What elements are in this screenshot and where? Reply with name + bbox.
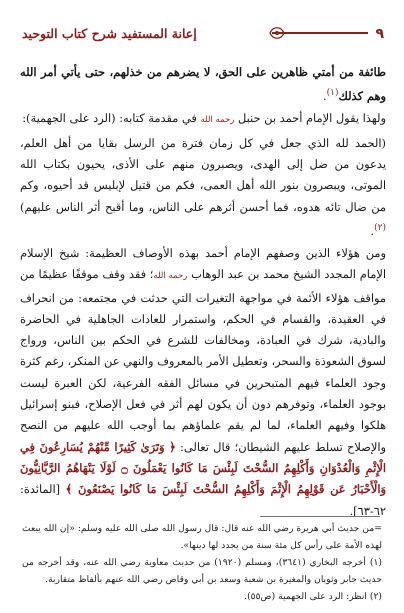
footnote-ref-2: (٢) — [374, 222, 386, 233]
paragraph-discussion — [20, 243, 386, 522]
paragraph-quote: (الحمد لله الذي جعل في كل زمان فترة من الرسل بقايا من أهل العلم، يدعون من ضل إلى الهدى، ويصبرون منهم على الأذى، يحيون بكتاب الله الموتى، ويبصرون بنور الله أهل العمى، فكم من قتيل لإبليس قد أحيوه، وكم من ضال تائه هدوه، فما أحسن أثرهم على الناس، وما أقبح أثر الناس عليهم)$^{(٢)}$. — [20, 135, 386, 238]
main-text — [20, 62, 386, 523]
footnote-continued: =من حديث أبي هريرة رضي الله عنه قال: قال رسول الله صلى الله عليه وسلم: «إن الله يبعث لهذه الأمة على رأس كل مئة سنة من يجدد لها دينها». — [21, 523, 382, 551]
paragraph-hadith: طائفة من أمتي ظاهرين على الحق، لا يضرهم من خذلهم، حتى يأتي أمر الله وهم كذلك$^{(١)}$. — [20, 65, 386, 104]
footnote-rule — [260, 516, 380, 517]
footnote-2: (٢) انظر: الرد على الجهمية (ص٥٥). — [244, 591, 382, 602]
ornament-icon — [268, 24, 286, 42]
honorific: رحمه الله — [153, 271, 188, 282]
paragraph-intro — [20, 108, 386, 131]
quran-verse: ﴿ وَتَرَىٰ كَثِيرًا مِّنْهُمْ يُسَارِعُونَ فِي الْإِثْمِ وَالْعُدْوَانِ وَأَكْلِهِمُ السُّحْتَ لَبِئْسَ مَا كَانُوا يَعْمَلُونَ ۝ لَوْلَا يَنْهَاهُمُ الرَّبَّانِيُّونَ وَالْأَحْبَارُ عَن قَوْلِهِمُ الْإِثْمَ وَأَكْلِهِمُ السُّحْتَ لَبِئْسَ مَا كَانُوا يَصْنَعُونَ ﴾ — [20, 439, 387, 497]
honorific: رحمه الله — [200, 115, 235, 126]
footnotes — [22, 520, 382, 605]
verse-citation: [المائدة: ٦٢-٦٣]. — [20, 482, 386, 518]
footnote-ref-1: (١) — [326, 88, 339, 99]
discussion-text-b: ؛ فقد وقف موقفًا عظيمًا من مواقف هؤلاء الأئمة في مواجهة التغيرات التي حدثت في مجتمعه: من انحراف في العقيدة، والقسام في الحكم، واستمرار للعادات الجاهلية في الحاضرة والبادية، شرك في العبادة، ومخالفات للشرع في الحكم بين الناس، ورواج لسوق الشعوذة والسحر، وتعطيل الأمر بالمعروف والنهي عن المنكر، رغم كثرة وجود العلماء فيهم المتبحرين في مسائل الفقه الفرعية، لكن العبرة ليست بوجود العلماء، وتوفرهم دون أن يكون لهم أثر في فعل الإصلاح، فبنو إسرائيل هلكوا وفيهم العلماء، لما لم يقم علماؤهم بما أوجب الله عليهم من النصح والإصلاح تسلط عليهم الشيطان؛ قال تعالى: — [20, 267, 387, 454]
intro-text: ولهذا يقول الإمام أحمد بن حنبل — [237, 111, 386, 126]
footnote-1: (١) أخرجه البخاري (٣٦٤١)، ومسلم (١٩٢٠) من حديث معاوية رضي الله عنه، وقد أخرجه من حديث جابر وثوبان والمغيرة بن شعبة وسعد بن أبي وقاص رضي الله عنهم بألفاظ متقاربة. — [22, 557, 382, 585]
hadith-text: طائفة من أمتي ظاهرين على الحق، لا يضرهم من خذلهم، حتى يأتي أمر الله وهم كذلك — [20, 65, 386, 104]
page-number: ٩ — [375, 26, 384, 42]
page-header — [22, 24, 390, 50]
running-head: إعانة المستفيد شرح كتاب التوحيد — [22, 26, 197, 41]
intro-text-after: في مقدمة كتابه: (الرد على الجهمية): — [22, 111, 197, 126]
ahmad-quote: (الحمد لله الذي جعل في كل زمان فترة من الرسل بقايا من أهل العلم، يدعون من ضل إلى الهدى، ويصبرون منهم على الأذى، يحيون بكتاب الله الموتى، ويبصرون بنور الله أهل العمى، فكم من قتيل لإبليس قد أحيوه، وكم من ضال تائه هدوه، فما أحسن أثرهم على الناس، وما أقبح أثر الناس عليهم) — [20, 135, 386, 214]
header-rule — [272, 32, 368, 36]
discussion-text-a: ومن هؤلاء الذين وصفهم الإمام أحمد بهذه الأوصاف العظيمة: شيخ الإسلام الإمام المجدد الشيخ محمد بن عبد الوهاب — [20, 245, 387, 282]
